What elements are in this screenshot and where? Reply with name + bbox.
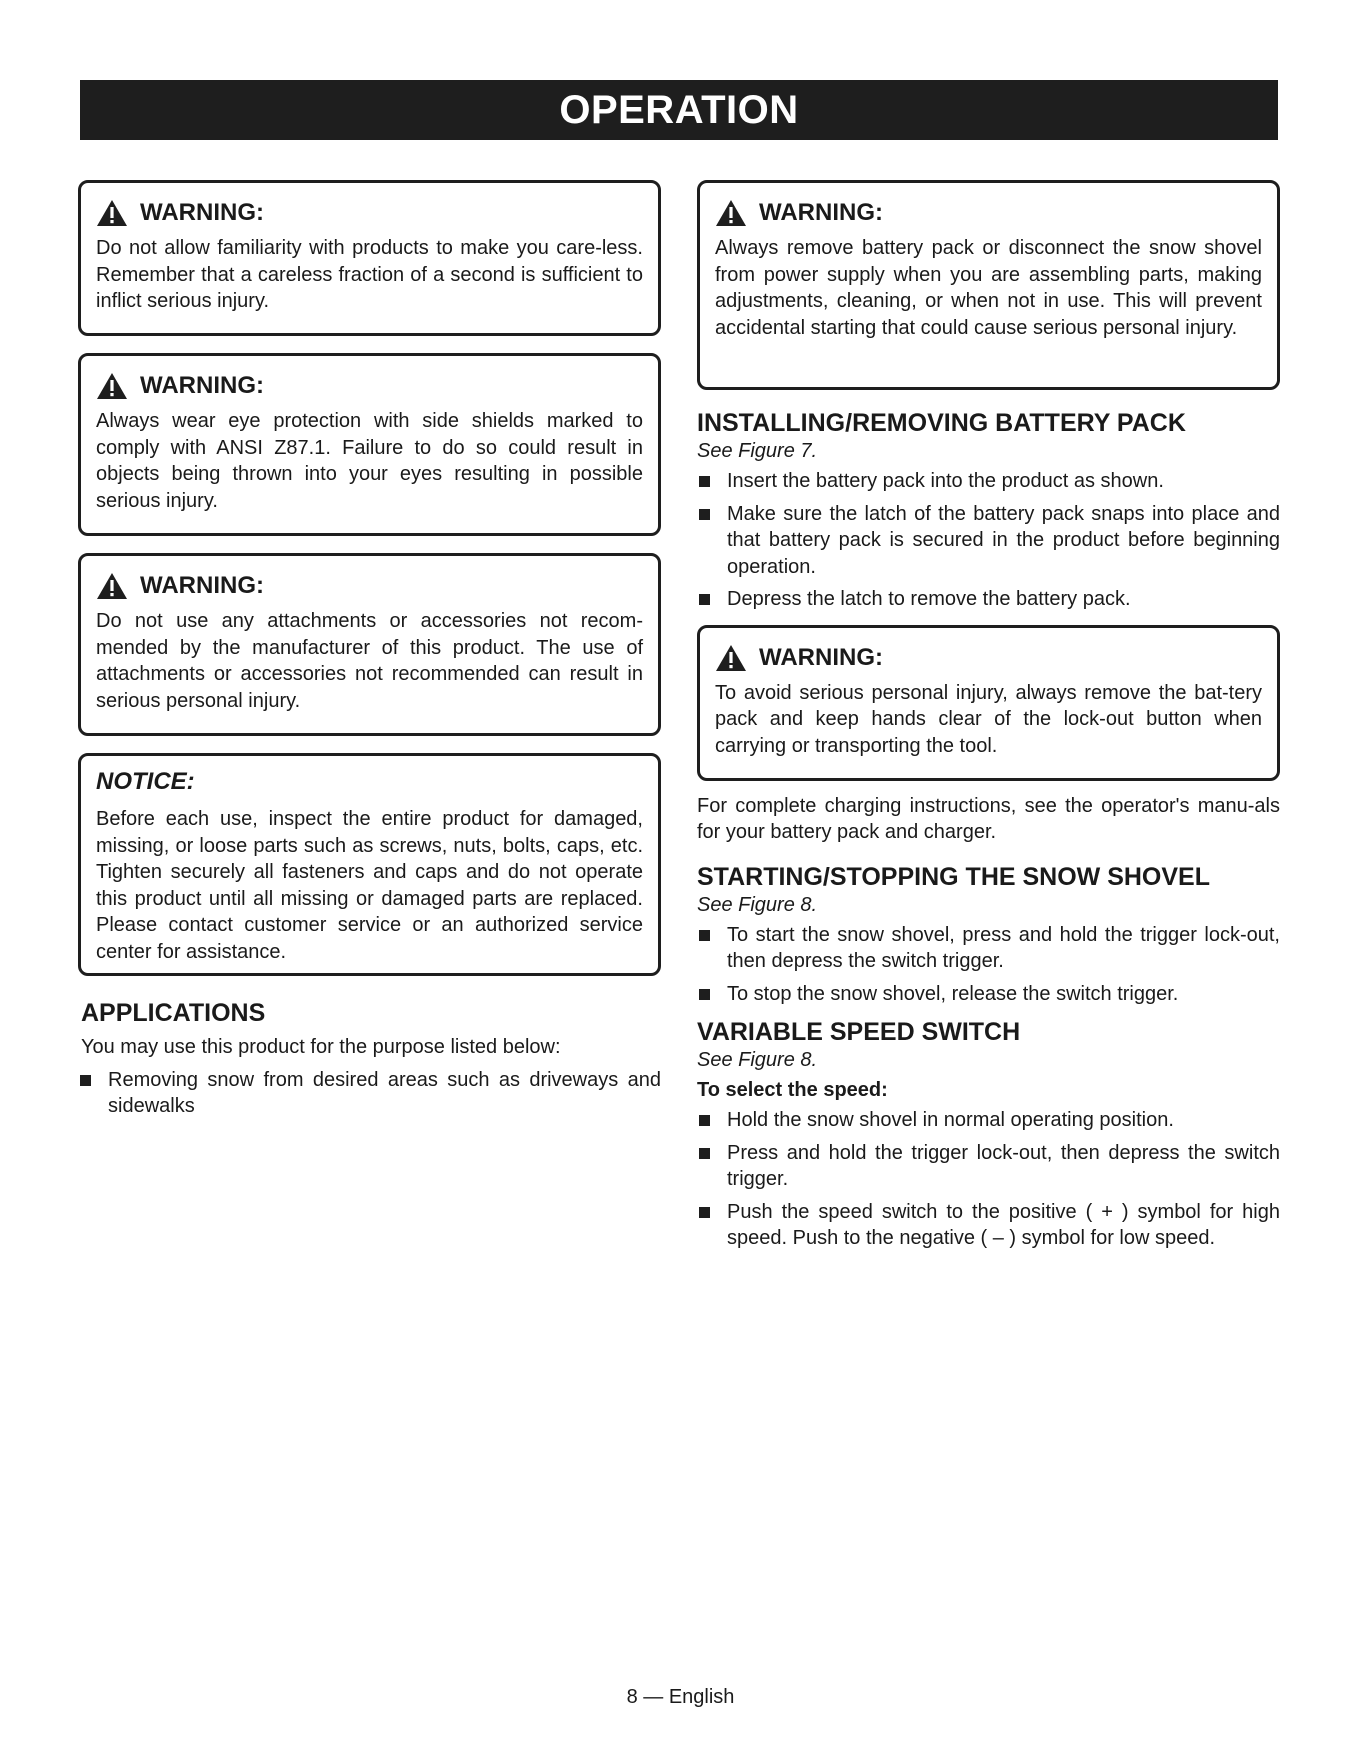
- warning-label: WARNING:: [759, 643, 883, 671]
- bullet-square-icon: [699, 476, 710, 487]
- warning-text: Do not use any attachments or accessories not recom-mended by the manufacturer of this product. The use of attachments or accessories not recommended can result in serious personal injury.: [96, 610, 643, 712]
- applications-list: [78, 1067, 661, 1120]
- warning-triangle-icon: [96, 199, 128, 227]
- warning-text: Do not allow familiarity with products to make you care-less. Remember that a careless fraction of a second is sufficient to inflict serious injury.: [96, 237, 643, 312]
- page-footer: 8 — English: [626, 1686, 735, 1708]
- warning-text: Always wear eye protection with side shields marked to comply with ANSI Z87.1. Failure to do so could result in objects being thrown into your eyes resulting in possible serious injury.: [96, 410, 643, 512]
- warning-header: [96, 568, 643, 604]
- applications-section: [78, 998, 661, 1120]
- starting-figure-ref: See Figure 8.: [697, 893, 818, 916]
- warning-text: To avoid serious personal injury, always remove the bat-tery pack and keep hands clear of the lock-out button when carrying or transporting the tool.: [715, 681, 1262, 757]
- warning-box-transporting: [697, 625, 1280, 781]
- warning-box-remove-battery: [697, 180, 1280, 390]
- notice-label: NOTICE:: [96, 768, 195, 795]
- list-item: Press and hold the trigger lock-out, then depress the switch trigger.: [697, 1140, 1280, 1193]
- page-title: OPERATION: [80, 80, 1278, 140]
- starting-section: [697, 862, 1280, 1008]
- warning-label: WARNING:: [140, 199, 264, 226]
- list-item: To start the snow shovel, press and hold the trigger lock-out, then depress the switch trigger.: [697, 922, 1280, 975]
- warning-header: [96, 368, 643, 404]
- list-item: To stop the snow shovel, release the switch trigger.: [697, 981, 1280, 1008]
- battery-heading: INSTALLING/REMOVING BATTERY PACK: [697, 409, 1186, 437]
- speed-section: [697, 1017, 1280, 1252]
- notice-box: [78, 753, 661, 976]
- list-item: Hold the snow shovel in normal operating position.: [697, 1107, 1280, 1134]
- speed-figure-ref: See Figure 8.: [697, 1049, 818, 1071]
- bullet-square-icon: [699, 989, 710, 1000]
- warning-triangle-icon: [715, 199, 747, 227]
- speed-heading: VARIABLE SPEED SWITCH: [697, 1018, 1021, 1046]
- speed-subheading: To select the speed:: [697, 1079, 888, 1101]
- list-item: Depress the latch to remove the battery pack.: [697, 586, 1280, 613]
- bullet-square-icon: [699, 1207, 710, 1218]
- starting-heading: STARTING/STOPPING THE SNOW SHOVEL: [697, 862, 1211, 891]
- warning-label: WARNING:: [140, 572, 264, 599]
- battery-list: [697, 468, 1280, 613]
- warning-header: [96, 195, 643, 231]
- warning-box-familiarity: [78, 180, 661, 336]
- left-column: [78, 180, 661, 1126]
- warning-header: [715, 640, 1262, 676]
- bullet-square-icon: [699, 930, 710, 941]
- speed-list: [697, 1107, 1280, 1252]
- right-column: [697, 180, 1280, 1258]
- applications-heading: APPLICATIONS: [81, 999, 266, 1027]
- bullet-square-icon: [80, 1075, 91, 1086]
- warning-label: WARNING:: [759, 199, 883, 226]
- warning-triangle-icon: [715, 644, 747, 672]
- warning-triangle-icon: [96, 572, 128, 600]
- charging-note: For complete charging instructions, see the operator's manu-als for your battery pack and charger.: [697, 794, 1280, 843]
- warning-box-attachments: [78, 553, 661, 736]
- applications-intro: You may use this product for the purpose listed below:: [81, 1036, 561, 1058]
- warning-text: Always remove battery pack or disconnect the snow shovel from power supply when you are assembling parts, making adjustments, cleaning, or when not in use. This will prevent accidental starting that could cause serious personal injury.: [715, 237, 1262, 339]
- list-item: Removing snow from desired areas such as driveways and sidewalks: [78, 1067, 661, 1120]
- list-item: Push the speed switch to the positive ( + ) symbol for high speed. Push to the negative ( – ) symbol for low speed.: [697, 1199, 1280, 1252]
- bullet-square-icon: [699, 1148, 710, 1159]
- warning-triangle-icon: [96, 372, 128, 400]
- warning-box-eye-protection: [78, 353, 661, 536]
- battery-figure-ref: See Figure 7.: [697, 440, 818, 462]
- warning-header: [715, 195, 1262, 231]
- starting-list: [697, 922, 1280, 1008]
- bullet-square-icon: [699, 1115, 710, 1126]
- warning-label: WARNING:: [140, 372, 264, 399]
- notice-text: Before each use, inspect the entire product for damaged, missing, or loose parts such as screws, nuts, bolts, caps, etc. Tighten securely all fasteners and caps and do not operate this product until all missing or damaged parts are replaced. Please contact customer service or an authorized service center for assistance.: [96, 808, 643, 963]
- list-item: Make sure the latch of the battery pack snaps into place and that battery pack is secured in the product before beginning operation.: [697, 501, 1280, 581]
- bullet-square-icon: [699, 509, 710, 520]
- battery-section: [697, 408, 1280, 613]
- list-item: Insert the battery pack into the product as shown.: [697, 468, 1280, 495]
- bullet-square-icon: [699, 594, 710, 605]
